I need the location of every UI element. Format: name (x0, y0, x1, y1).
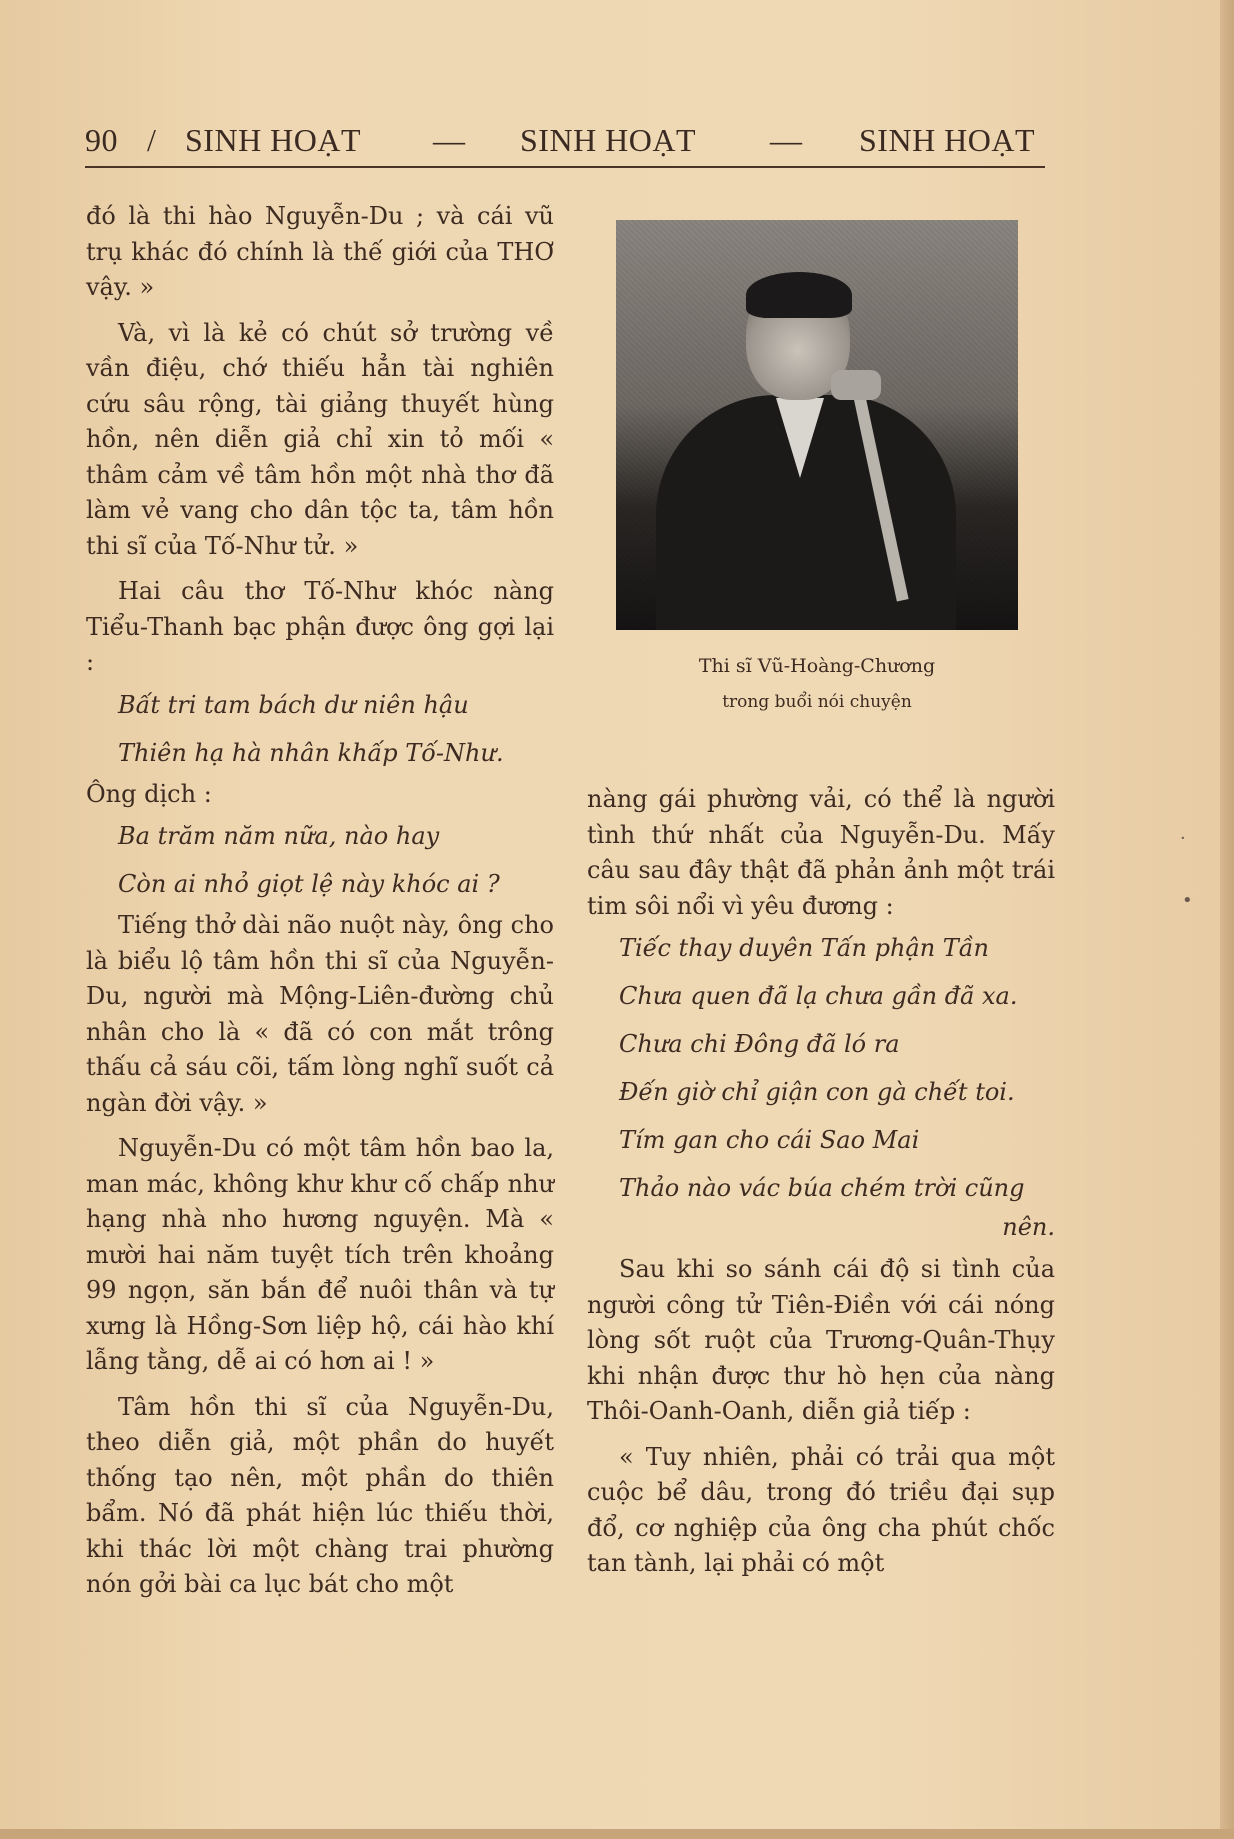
margin-speck: • (1182, 890, 1193, 911)
right-verse-1: Tiếc thay duyên Tấn phận Tần (619, 934, 989, 962)
right-verse-6-end: nên. (1002, 1213, 1055, 1241)
photo-caption-line-1: Thi sĩ Vũ-Hoàng-Chương (698, 655, 936, 677)
left-paragraph-2: Và, vì là kẻ có chút sở trường về vần điệu, chớ thiếu hẳn tài nghiên cứu sâu rộng, tài giảng thuyết hùng hồn, nên diễn giả chỉ xin tỏ mối « thâm cảm về tâm hồn một nhà thơ đã làm vẻ vang cho dân tộc ta, tâm hồn thi sĩ của Tố-Như tử. » (86, 318, 554, 560)
running-header (85, 118, 1045, 168)
left-verse-2: Thiên hạ hà nhân khấp Tố-Như. (118, 738, 504, 767)
left-paragraph-4: Ông dịch : (86, 779, 212, 808)
left-paragraph-3: Hai câu thơ Tố-Như khóc nàng Tiểu-Thanh bạc phận được ông gợi lại : (86, 577, 554, 676)
header-slash: / (147, 122, 157, 158)
photo-caption-line-2: trong buổi nói chuyện (722, 692, 912, 712)
left-paragraph-1: đó là thi hào Nguyễn-Du ; và cái vũ trụ khác đó chính là thế giới của THƠ vậy. » (86, 202, 554, 301)
left-paragraph-6: Nguyễn-Du có một tâm hồn bao la, man mác, không khư khư cố chấp như hạng nhà nho hương nguyện. Mà « mười hai năm tuyệt tích trên khoảng 99 ngọn, săn bắn để nuôi thân và tự xưng là Hồng-Sơn liệp hộ, cái hào khí lẫng tằng, dễ ai có hơn ai ! » (86, 1134, 554, 1375)
right-verse-6: Thảo nào vác búa chém trời cũng (619, 1174, 1025, 1202)
right-paragraph-3: « Tuy nhiên, phải có trải qua một cuộc bể dâu, trong đó triều đại sụp đổ, cơ nghiệp của ông cha phút chốc tan tành, lại phải có một (587, 1442, 1055, 1577)
page-edge-right (1220, 0, 1234, 1839)
left-paragraph-5: Tiếng thở dài não nuột này, ông cho là biểu lộ tâm hồn thi sĩ của Nguyễn-Du, người mà Mộng-Liên-đường chủ nhân cho là « đã có con mắt trông thấu cả sáu cõi, tấm lòng nghĩ suốt cả ngàn đời vậy. » (86, 911, 554, 1117)
margin-speck: · (1180, 828, 1186, 849)
right-verse-5: Tím gan cho cái Sao Mai (619, 1126, 920, 1154)
microphone (831, 370, 881, 400)
right-paragraph-2: Sau khi so sánh cái độ si tình của người công tử Tiên-Điền với cái nóng lòng sốt ruột của Trương-Quân-Thụy khi nhận được thư hò hẹn của nàng Thôi-Oanh-Oanh, diễn giả tiếp : (587, 1255, 1055, 1425)
header-title-right: SINH HOẠT (859, 122, 1036, 158)
header-title-left: SINH HOẠT (185, 122, 362, 158)
page-edge-bottom (0, 1829, 1234, 1839)
left-verse-3: Ba trăm năm nữa, nào hay (118, 822, 440, 850)
right-verse-3: Chưa chi Đông đã ló ra (619, 1030, 900, 1058)
left-verse-4: Còn ai nhỏ giọt lệ này khóc ai ? (118, 870, 500, 898)
header-dash-1: — (433, 122, 466, 158)
right-paragraph-1: nàng gái phường vải, có thể là người tình thứ nhất của Nguyễn-Du. Mấy câu sau đây thật đã phản ảnh một trái tim sôi nổi vì yêu đương : (587, 785, 1055, 920)
header-title-center: SINH HOẠT (520, 122, 697, 158)
right-column (587, 782, 1055, 1582)
right-verse-4: Đến giờ chỉ giận con gà chết toi. (619, 1078, 1015, 1106)
page-number: 90 (85, 122, 118, 158)
right-verse-2: Chưa quen đã lạ chưa gần đã xa. (619, 982, 1018, 1010)
left-column (86, 199, 554, 1603)
portrait-photo (616, 220, 1018, 630)
photo-hair (746, 272, 852, 318)
left-paragraph-7: Tâm hồn thi sĩ của Nguyễn-Du, theo diễn giả, một phần do huyết thống tạo nên, một phần do thiên bẩm. Nó đã phát hiện lúc thiếu thời, khi thác lời một chàng trai phường nón gởi bài ca lục bát cho một (86, 1392, 554, 1598)
left-verse-1: Bất tri tam bách dư niên hậu (118, 690, 469, 719)
header-dash-2: — (770, 122, 803, 158)
